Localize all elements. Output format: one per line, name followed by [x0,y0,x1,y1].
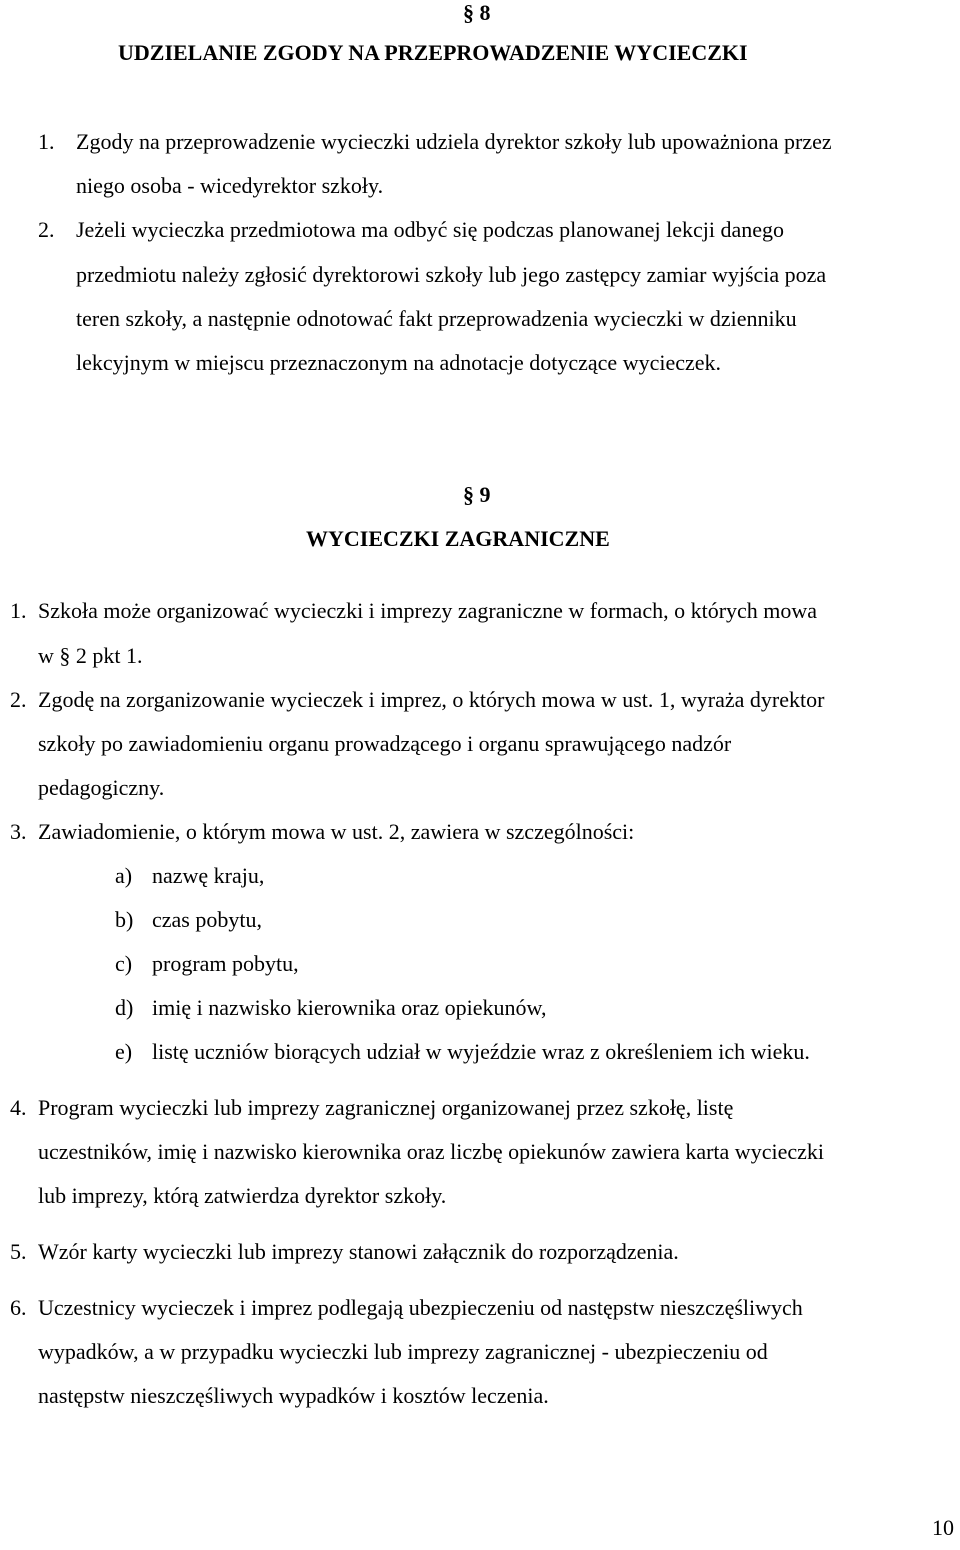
item-line: wypadków, a w przypadku wycieczki lub imprezy zagranicznej - ubezpieczeniu od [38,1339,768,1364]
subitem-letter: d) [115,995,134,1020]
item-line: Zawiadomienie, o którym mowa w ust. 2, zawiera w szczególności: [38,819,635,844]
item-line: Zgody na przeprowadzenie wycieczki udziela dyrektor szkoły lub upoważniona przez [76,129,832,154]
item-line: przedmiotu należy zgłosić dyrektorowi szkoły lub jego zastępcy zamiar wyjścia poza [76,262,827,287]
subitem-letter: b) [115,907,134,932]
section-9-mark: § 9 [463,482,491,507]
subitem-text: nazwę kraju, [152,863,265,888]
section-8-title: UDZIELANIE ZGODY NA PRZEPROWADZENIE WYCIECZKI [118,40,748,65]
subitem-text: program pobytu, [152,951,299,976]
item-line: niego osoba - wicedyrektor szkoły. [76,173,384,198]
item-line: Wzór karty wycieczki lub imprezy stanowi załącznik do rozporządzenia. [38,1239,679,1264]
item-line: lekcyjnym w miejscu przeznaczonym na adnotacje dotyczące wycieczek. [76,350,722,375]
item-line: Program wycieczki lub imprezy zagranicznej organizowanej przez szkołę, listę [38,1095,734,1120]
item-line: następstw nieszczęśliwych wypadków i kosztów leczenia. [38,1383,549,1408]
item-number: 1. [38,129,55,154]
item-line: Jeżeli wycieczka przedmiotowa ma odbyć się podczas planowanej lekcji danego [76,217,784,242]
item-line: w § 2 pkt 1. [38,643,143,668]
subitem-letter: c) [115,951,133,976]
item-number: 2. [38,217,55,242]
subitem-text: czas pobytu, [152,907,262,932]
item-line: Szkoła może organizować wycieczki i imprezy zagraniczne w formach, o których mowa [38,598,818,623]
item-line: teren szkoły, a następnie odnotować fakt przeprowadzenia wycieczki w dzienniku [76,306,797,331]
subitem-letter: e) [115,1039,133,1064]
item-number: 3. [10,819,27,844]
item-line: lub imprezy, którą zatwierdza dyrektor szkoły. [38,1183,447,1208]
item-line: pedagogiczny. [38,775,165,800]
section-9-title: WYCIECZKI ZAGRANICZNE [306,526,610,551]
page-number: 10 [932,1515,954,1540]
item-number: 1. [10,598,27,623]
item-line: szkoły po zawiadomieniu organu prowadzącego i organu sprawującego nadzór [38,731,732,756]
item-line: Uczestnicy wycieczek i imprez podlegają ubezpieczeniu od następstw nieszczęśliwych [38,1295,803,1320]
item-line: Zgodę na zorganizowanie wycieczek i imprez, o których mowa w ust. 1, wyraża dyrektor [38,687,825,712]
item-line: uczestników, imię i nazwisko kierownika oraz liczbę opiekunów zawiera karta wycieczki [38,1139,824,1164]
item-number: 6. [10,1295,27,1320]
item-number: 5. [10,1239,27,1264]
item-number: 4. [10,1095,27,1120]
item-number: 2. [10,687,27,712]
subitem-text: listę uczniów biorących udział w wyjeździe wraz z określeniem ich wieku. [152,1039,810,1064]
subitem-text: imię i nazwisko kierownika oraz opiekunów, [152,995,547,1020]
section-8-mark: § 8 [463,0,491,25]
subitem-letter: a) [115,863,133,888]
